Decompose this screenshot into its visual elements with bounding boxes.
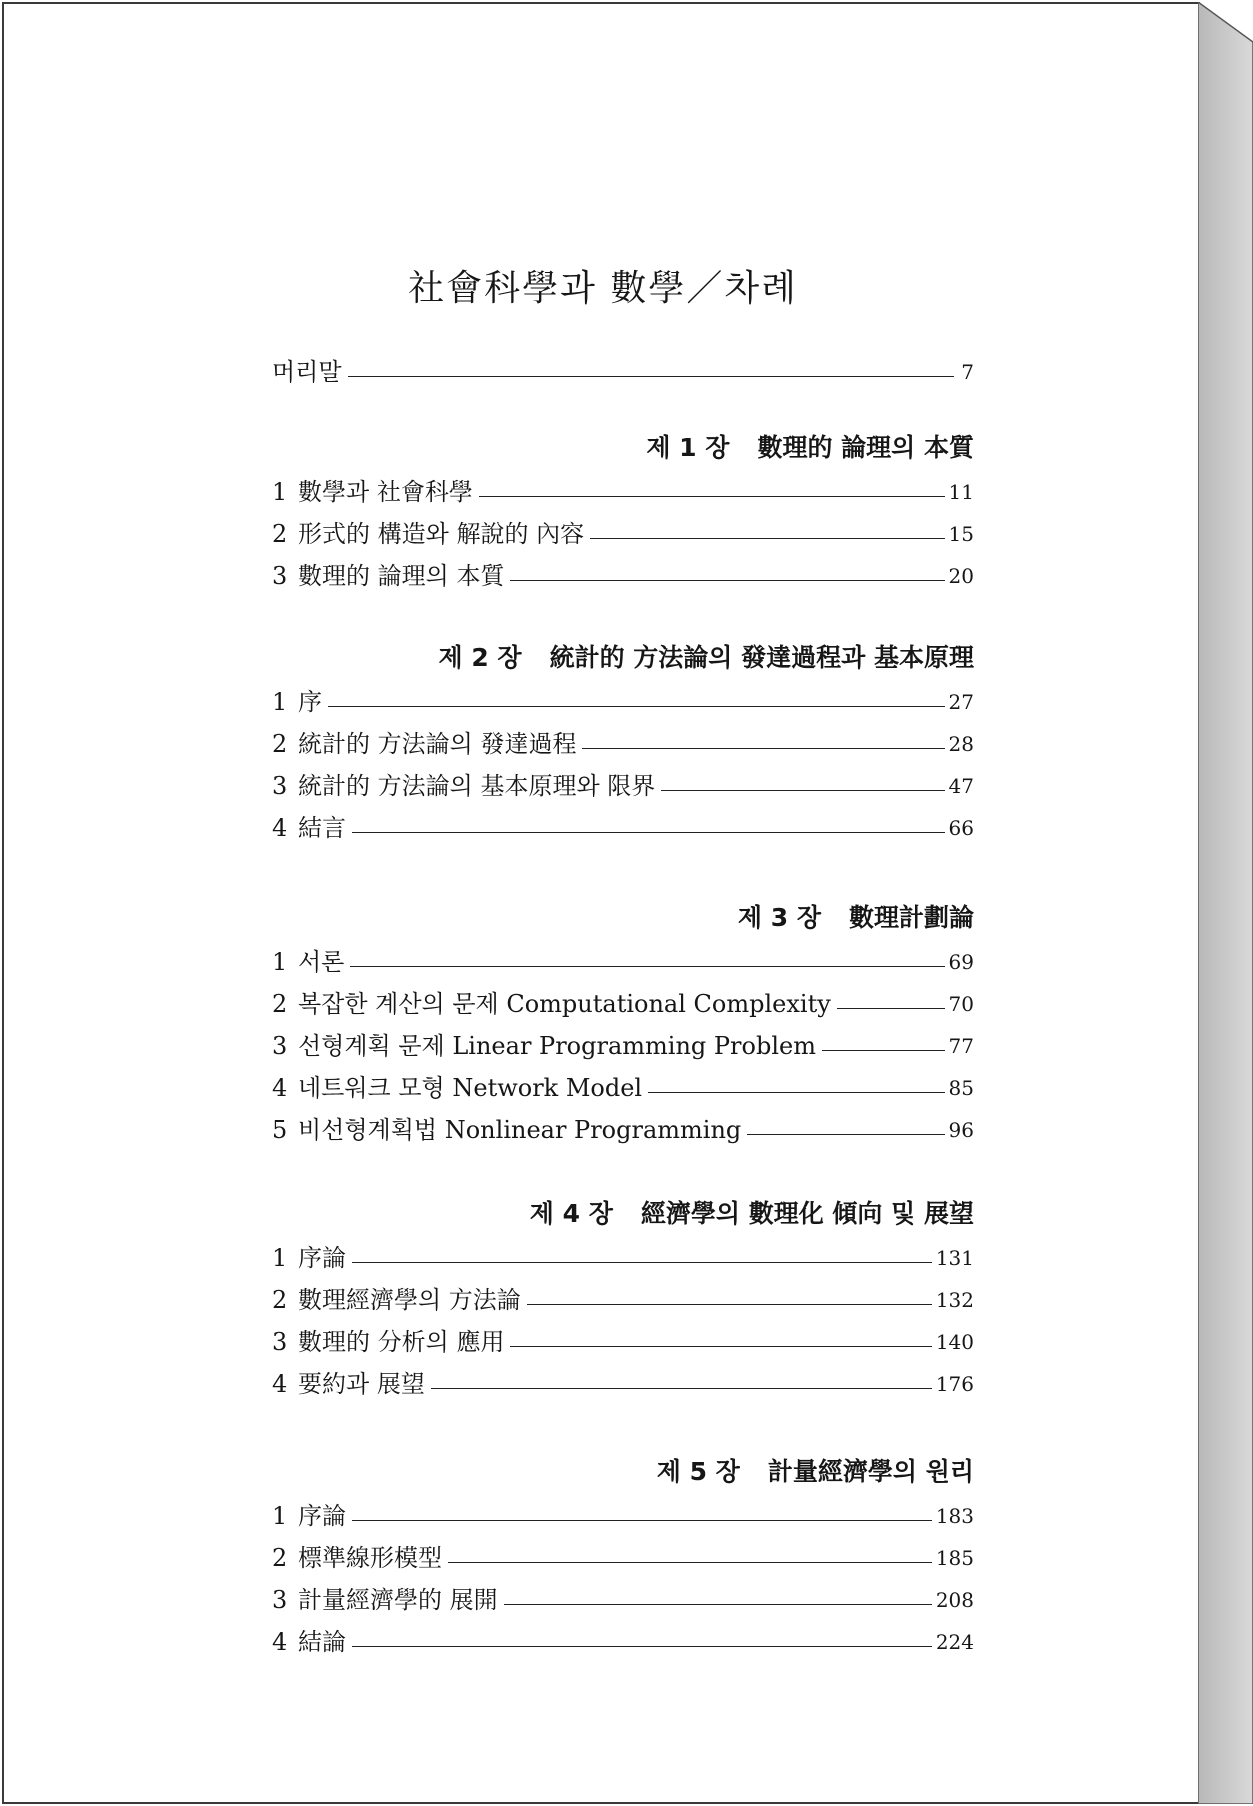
toc-entry — [272, 1572, 974, 1614]
entry-label: 數理的 論理의 本質 — [298, 562, 505, 590]
chapter-number: 제 4 장 — [529, 1199, 613, 1228]
toc-entry — [272, 1018, 974, 1060]
section-number: 2 — [272, 990, 288, 1018]
entry-label: 序論 — [298, 1502, 346, 1530]
section-number: 3 — [272, 1328, 288, 1356]
chapter-title: 數理的 論理의 本質 — [757, 433, 974, 462]
section-number: 1 — [272, 478, 288, 506]
chapter-title: 數理計劃論 — [848, 903, 974, 932]
entry-label: 네트워크 모형 Network Model — [298, 1074, 643, 1102]
page-number: 77 — [948, 1034, 974, 1058]
page-number: 176 — [935, 1372, 974, 1396]
toc-entry — [272, 800, 974, 842]
page-title: 社會科學과 數學／차례 — [408, 268, 798, 309]
chapter-title: 計量經濟學의 원리 — [767, 1457, 974, 1486]
section-number: 4 — [272, 1370, 288, 1398]
section-number: 3 — [272, 1586, 288, 1614]
dotted-leader — [510, 580, 944, 581]
section-number: 2 — [272, 730, 288, 758]
section-number: 2 — [272, 1544, 288, 1572]
section-number: 4 — [272, 814, 288, 842]
toc-entry — [272, 1530, 974, 1572]
section-number: 3 — [272, 772, 288, 800]
toc-entry — [272, 716, 974, 758]
chapter-heading — [272, 1184, 974, 1230]
toc-entry — [272, 1488, 974, 1530]
entry-label: 結言 — [298, 814, 346, 842]
page-number: 69 — [948, 950, 974, 974]
chapter-heading — [272, 888, 974, 934]
page-number: 7 — [961, 360, 974, 384]
chapter-heading — [272, 418, 974, 464]
toc-entry — [272, 1272, 974, 1314]
dotted-leader — [448, 1562, 932, 1563]
page-number: 66 — [948, 816, 974, 840]
toc-entry — [272, 506, 974, 548]
dotted-leader — [837, 1008, 945, 1009]
entry-label: 서론 — [298, 948, 345, 976]
chapter-number: 제 2 장 — [438, 643, 522, 672]
page-number: 208 — [935, 1588, 974, 1612]
section-number: 4 — [272, 1074, 288, 1102]
toc-entry — [272, 758, 974, 800]
dotted-leader — [648, 1092, 944, 1093]
chapter-heading — [272, 1442, 974, 1488]
dotted-leader — [590, 538, 944, 539]
entry-label: 序 — [298, 688, 322, 716]
toc-entry — [272, 1614, 974, 1656]
toc-entry — [272, 548, 974, 590]
page-number: 47 — [948, 774, 974, 798]
section-number: 2 — [272, 1286, 288, 1314]
entry-label: 數理經濟學의 方法論 — [298, 1286, 521, 1314]
entry-label: 비선형계획법 Nonlinear Programming — [298, 1116, 742, 1144]
section-number: 1 — [272, 1244, 288, 1272]
chapter-heading — [272, 628, 974, 674]
dotted-leader — [348, 376, 954, 377]
dotted-leader — [328, 706, 945, 707]
toc-entry — [272, 934, 974, 976]
entry-label: 복잡한 계산의 문제 Computational Complexity — [298, 990, 831, 1018]
dotted-leader — [352, 832, 945, 833]
dotted-leader — [822, 1050, 945, 1051]
section-number: 3 — [272, 1032, 288, 1060]
entry-label: 計量經濟學的 展開 — [298, 1586, 498, 1614]
section-number: 1 — [272, 1502, 288, 1530]
section-number: 1 — [272, 948, 288, 976]
page-number: 132 — [935, 1288, 974, 1312]
chapter-number: 제 5 장 — [656, 1457, 740, 1486]
toc-entry — [272, 1314, 974, 1356]
entry-label: 머리말 — [272, 358, 342, 386]
toc-entry — [272, 464, 974, 506]
section-number: 4 — [272, 1628, 288, 1656]
dotted-leader — [527, 1304, 932, 1305]
page-number: 183 — [935, 1504, 974, 1528]
page-number: 224 — [935, 1630, 974, 1654]
dotted-leader — [431, 1388, 932, 1389]
page-number: 140 — [935, 1330, 974, 1354]
toc-entry-preface — [272, 344, 974, 386]
book-page — [2, 2, 1200, 1804]
table-of-contents — [272, 344, 974, 1656]
entry-label: 結論 — [298, 1628, 346, 1656]
page-number: 27 — [948, 690, 974, 714]
toc-entry — [272, 1060, 974, 1102]
entry-label: 要約과 展望 — [298, 1370, 425, 1398]
page-number: 28 — [948, 732, 974, 756]
entry-label: 序論 — [298, 1244, 346, 1272]
dotted-leader — [352, 1262, 932, 1263]
page-number: 85 — [948, 1076, 974, 1100]
dotted-leader — [661, 790, 944, 791]
page-number: 185 — [935, 1546, 974, 1570]
entry-label: 數理的 分析의 應用 — [298, 1328, 505, 1356]
entry-label: 數學과 社會科學 — [298, 478, 473, 506]
page-number: 96 — [948, 1118, 974, 1142]
toc-entry — [272, 674, 974, 716]
chapter-number: 제 3 장 — [737, 903, 821, 932]
dotted-leader — [510, 1346, 931, 1347]
dotted-leader — [352, 1520, 932, 1521]
dotted-leader — [747, 1134, 944, 1135]
page-number: 11 — [948, 480, 974, 504]
entry-label: 統計的 方法論의 基本原理와 限界 — [298, 772, 656, 800]
page-number: 131 — [935, 1246, 974, 1270]
toc-entry — [272, 1356, 974, 1398]
dotted-leader — [582, 748, 944, 749]
entry-label: 標準線形模型 — [298, 1544, 442, 1572]
page-number: 15 — [948, 522, 974, 546]
chapter-title: 統計的 方法論의 發達過程과 基本原理 — [549, 643, 974, 672]
book-spine-edge — [1198, 2, 1253, 1804]
entry-label: 統計的 方法論의 發達過程 — [298, 730, 577, 758]
section-number: 1 — [272, 688, 288, 716]
toc-entry — [272, 976, 974, 1018]
dotted-leader — [352, 1646, 932, 1647]
page-number: 20 — [948, 564, 974, 588]
section-number: 5 — [272, 1116, 288, 1144]
toc-entry — [272, 1102, 974, 1144]
entry-label: 形式的 構造와 解說的 內容 — [298, 520, 585, 548]
dotted-leader — [479, 496, 945, 497]
dotted-leader — [350, 966, 944, 967]
toc-entry — [272, 1230, 974, 1272]
entry-label: 선형계획 문제 Linear Programming Problem — [298, 1032, 816, 1060]
dotted-leader — [504, 1604, 932, 1605]
page-number: 70 — [948, 992, 974, 1016]
section-number: 3 — [272, 562, 288, 590]
section-number: 2 — [272, 520, 288, 548]
chapter-title: 經濟學의 數理化 傾向 및 展望 — [640, 1199, 974, 1228]
chapter-number: 제 1 장 — [646, 433, 730, 462]
